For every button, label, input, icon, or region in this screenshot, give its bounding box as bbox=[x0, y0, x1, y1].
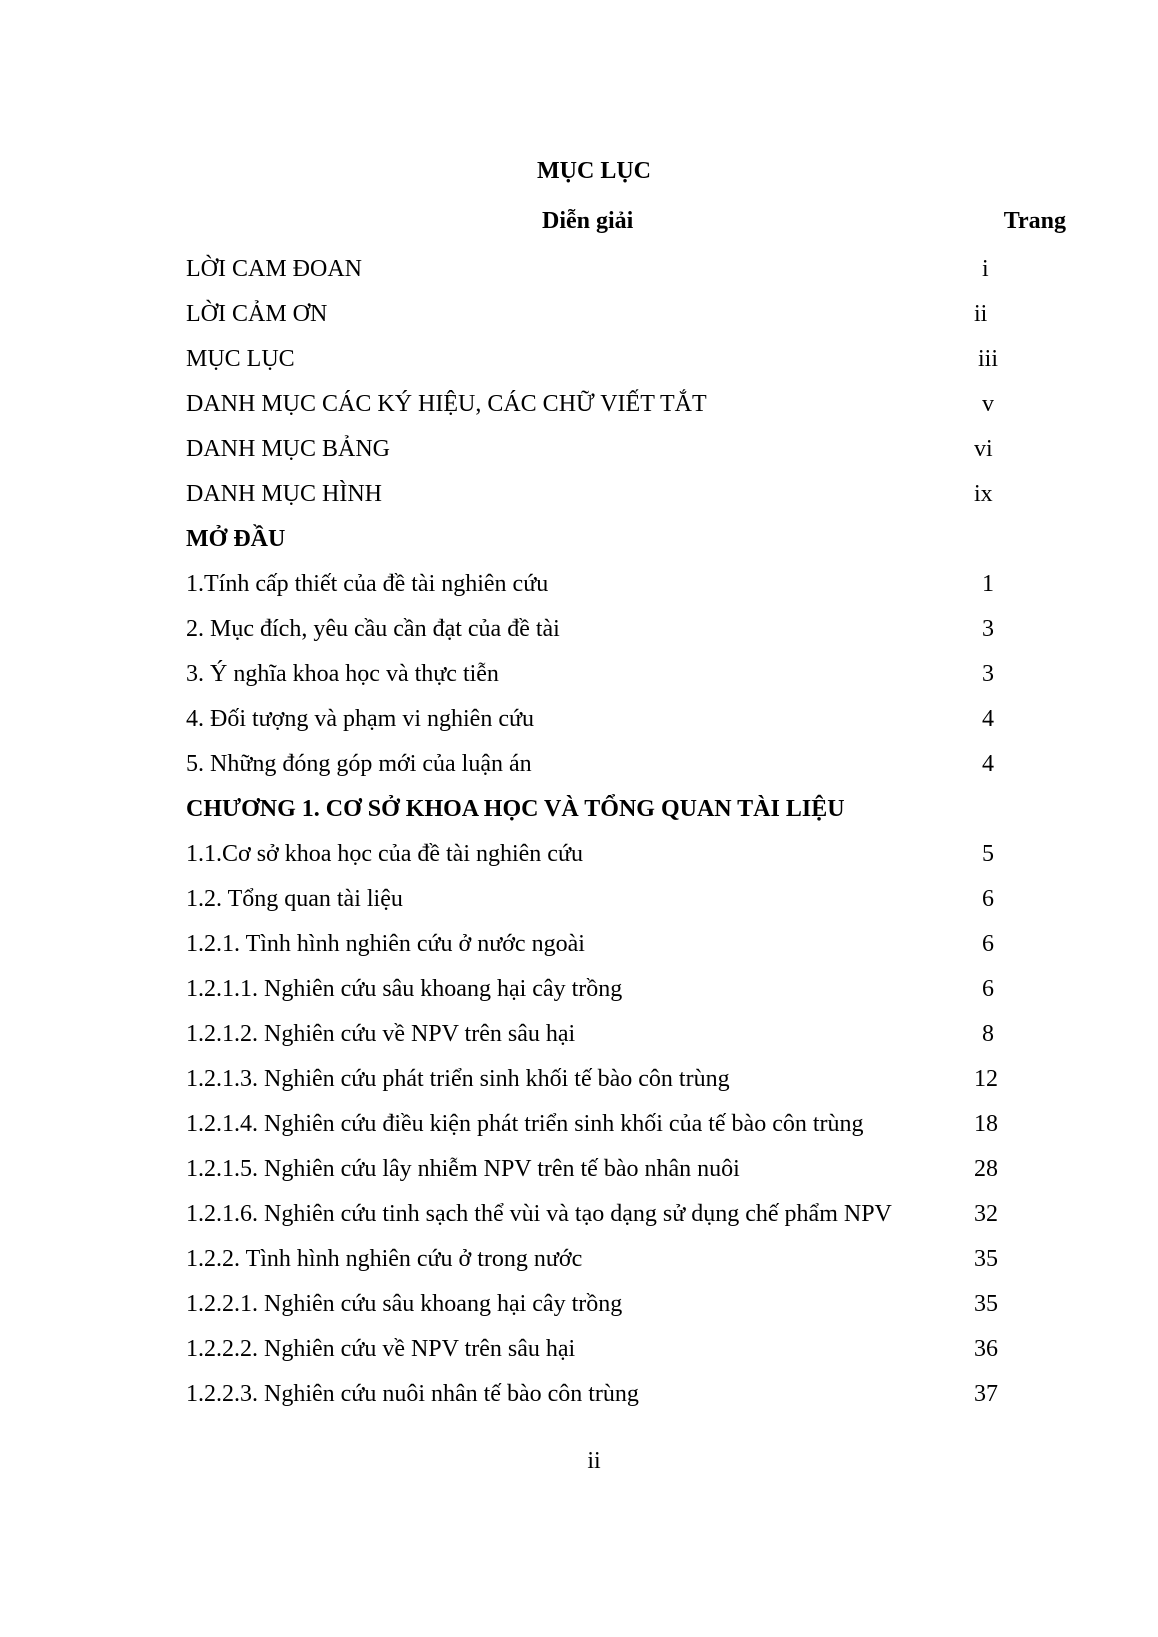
toc-entry-page: 6 bbox=[982, 976, 994, 1002]
toc-entry-label: 5. Những đóng góp mới của luận án bbox=[186, 751, 532, 777]
toc-entry-label: 1.2.1.5. Nghiên cứu lây nhiễm NPV trên tế bào nhân nuôi bbox=[186, 1156, 740, 1182]
toc-entry-page: 3 bbox=[982, 661, 994, 687]
toc-entry-page: ii bbox=[974, 301, 988, 327]
toc-entry-page: 18 bbox=[974, 1111, 998, 1137]
toc-entry-label: 1.2.2.3. Nghiên cứu nuôi nhân tế bào côn trùng bbox=[186, 1381, 639, 1407]
toc-section-heading bbox=[186, 522, 1016, 567]
toc-entry-label: 1.2.1. Tình hình nghiên cứu ở nước ngoài bbox=[186, 931, 585, 957]
toc-header bbox=[186, 208, 1066, 242]
toc-entry-label: 3. Ý nghĩa khoa học và thực tiễn bbox=[186, 661, 499, 687]
toc-entry-label: LỜI CAM ĐOAN bbox=[186, 256, 362, 282]
toc-entry-label: MỞ ĐẦU bbox=[186, 526, 286, 552]
toc-entry-page: 4 bbox=[982, 751, 994, 777]
toc-entry-label: 4. Đối tượng và phạm vi nghiên cứu bbox=[186, 706, 534, 732]
toc-entry-label: DANH MỤC CÁC KÝ HIỆU, CÁC CHỮ VIẾT TẮT bbox=[186, 391, 707, 417]
toc-entry-page: i bbox=[982, 256, 989, 282]
toc-entry-label: 1.2.1.1. Nghiên cứu sâu khoang hại cây trồng bbox=[186, 976, 623, 1002]
toc-header-page: Trang bbox=[1003, 208, 1066, 234]
toc-entry bbox=[186, 297, 1016, 342]
toc-entry bbox=[186, 432, 1016, 477]
toc-entry-page: 6 bbox=[982, 931, 994, 957]
toc-entry-page: 4 bbox=[982, 706, 994, 732]
toc-entry-page: 8 bbox=[982, 1021, 994, 1047]
toc-entry-page: vi bbox=[974, 436, 993, 462]
toc-entry-page: 12 bbox=[974, 1066, 998, 1092]
toc-entry-label: 1.1.Cơ sở khoa học của đề tài nghiên cứu bbox=[186, 841, 583, 867]
toc-entry bbox=[186, 342, 1016, 387]
toc-entry-page: 37 bbox=[974, 1381, 998, 1407]
toc-entry-label: DANH MỤC BẢNG bbox=[186, 436, 391, 462]
toc-entry-page: ix bbox=[974, 481, 993, 507]
toc-entry bbox=[186, 657, 1016, 702]
toc-entry-label: MỤC LỤC bbox=[186, 346, 295, 372]
toc-entry bbox=[186, 567, 1016, 612]
toc-entry-page: 35 bbox=[974, 1291, 998, 1317]
toc-entry-page: 6 bbox=[982, 886, 994, 912]
toc-entry bbox=[186, 1377, 1016, 1422]
toc-entry bbox=[186, 1242, 1016, 1287]
toc-entry bbox=[186, 1287, 1016, 1332]
toc-entry bbox=[186, 1107, 1016, 1152]
toc-entry-label: DANH MỤC HÌNH bbox=[186, 481, 382, 507]
toc-entry-label: 1.2.2. Tình hình nghiên cứu ở trong nước bbox=[186, 1246, 583, 1272]
toc-entry bbox=[186, 702, 1016, 747]
toc-header-description: Diễn giải bbox=[542, 208, 634, 234]
toc-entry-label: 1.2.2.2. Nghiên cứu về NPV trên sâu hại bbox=[186, 1336, 576, 1362]
toc-entry-page: v bbox=[982, 391, 994, 417]
toc-entry bbox=[186, 252, 1016, 297]
toc-entry-label: CHƯƠNG 1. CƠ SỞ KHOA HỌC VÀ TỔNG QUAN TÀI LIỆU bbox=[186, 796, 845, 822]
toc-entry-page: 1 bbox=[982, 571, 994, 597]
toc-entry bbox=[186, 612, 1016, 657]
toc-entry-label: 1.2.1.3. Nghiên cứu phát triển sinh khối tế bào côn trùng bbox=[186, 1066, 730, 1092]
toc-entry bbox=[186, 747, 1016, 792]
toc-entry-page: 5 bbox=[982, 841, 994, 867]
toc-entry-label: 1.2.1.6. Nghiên cứu tinh sạch thể vùi và tạo dạng sử dụng chế phẩm NPV bbox=[186, 1201, 892, 1227]
page-title: MỤC LỤC bbox=[537, 158, 651, 184]
toc-entry bbox=[186, 1062, 1016, 1107]
table-of-contents bbox=[186, 252, 1016, 1422]
toc-entry-label: 1.2.1.2. Nghiên cứu về NPV trên sâu hại bbox=[186, 1021, 576, 1047]
toc-entry bbox=[186, 837, 1016, 882]
toc-entry-page: 32 bbox=[974, 1201, 998, 1227]
toc-entry-page: 35 bbox=[974, 1246, 998, 1272]
toc-entry-label: 1.2.2.1. Nghiên cứu sâu khoang hại cây trồng bbox=[186, 1291, 623, 1317]
toc-entry bbox=[186, 1197, 1016, 1242]
toc-entry bbox=[186, 387, 1016, 432]
toc-entry bbox=[186, 882, 1016, 927]
toc-entry bbox=[186, 927, 1016, 972]
toc-entry bbox=[186, 1152, 1016, 1197]
toc-entry-page: 3 bbox=[982, 616, 994, 642]
toc-section-heading bbox=[186, 792, 1016, 837]
toc-entry-page: 36 bbox=[974, 1336, 998, 1362]
toc-entry-page: 28 bbox=[974, 1156, 998, 1182]
toc-entry-label: 2. Mục đích, yêu cầu cần đạt của đề tài bbox=[186, 616, 560, 642]
toc-entry bbox=[186, 1332, 1016, 1377]
toc-entry-label: 1.2.1.4. Nghiên cứu điều kiện phát triển sinh khối của tế bào côn trùng bbox=[186, 1111, 864, 1137]
page-number: ii bbox=[587, 1448, 601, 1474]
toc-entry-page: iii bbox=[978, 346, 999, 372]
toc-entry-label: LỜI CẢM ƠN bbox=[186, 301, 328, 327]
toc-entry bbox=[186, 477, 1016, 522]
toc-entry bbox=[186, 972, 1016, 1017]
toc-entry-label: 1.2. Tổng quan tài liệu bbox=[186, 886, 403, 912]
toc-entry-label: 1.Tính cấp thiết của đề tài nghiên cứu bbox=[186, 571, 549, 597]
toc-entry bbox=[186, 1017, 1016, 1062]
